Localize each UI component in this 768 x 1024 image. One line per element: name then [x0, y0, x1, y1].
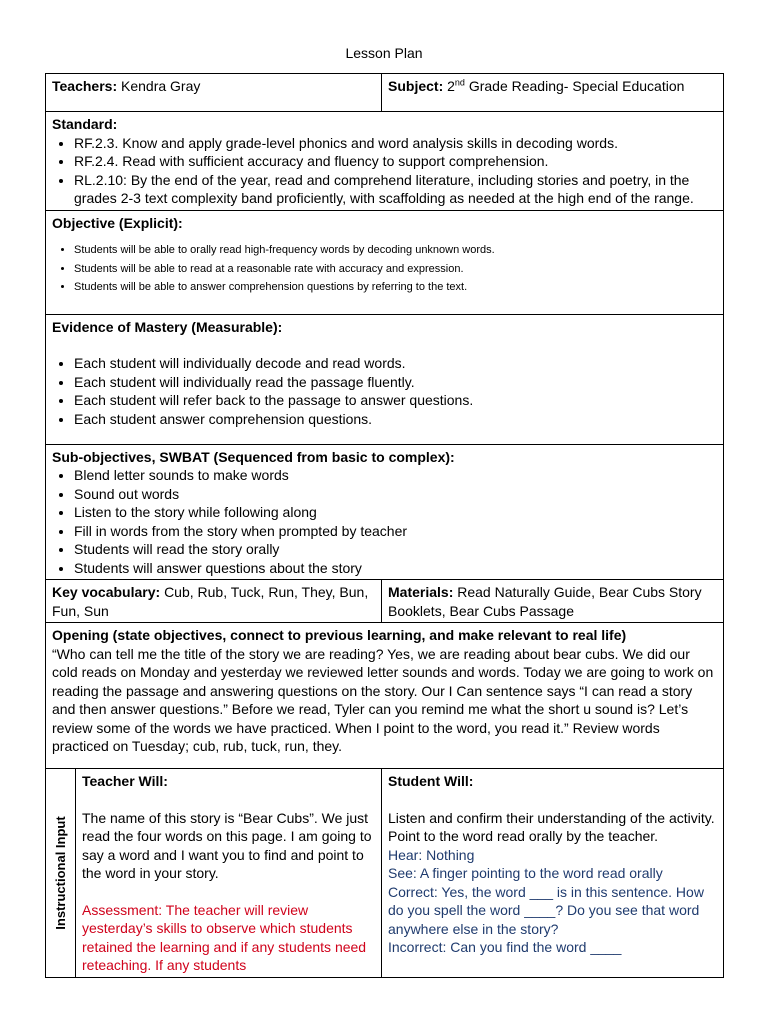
subobjective-item: • Listen to the story while following along [74, 503, 717, 522]
teachers-cell [46, 74, 382, 112]
instructional-side-label: Instructional Input [52, 816, 68, 930]
materials-value: Read Naturally Guide, Bear Cubs Story Booklets, Bear Cubs Passage [388, 584, 702, 619]
see-text: See: A finger pointing to the word read orally [388, 865, 663, 881]
standard-item: • RF.2.4. Read with sufficient accuracy and fluency to support comprehension. [74, 152, 717, 171]
student-will-label: Student Will: [388, 773, 474, 789]
opening-label: Opening (state objectives, connect to previous learning, and make relevant to real life) [52, 627, 627, 643]
hear-text: Hear: Nothing [388, 846, 475, 863]
teachers-value: Kendra Gray [121, 78, 201, 94]
assessment-text: Assessment: The teacher will review yesterday’s skills to observe which students retained the learning and if any students need reteaching. If any students [82, 901, 367, 973]
student-will-text-2: Point to the word read orally by the teacher. [388, 828, 659, 844]
incorrect-text: Incorrect: Can you find the word ____ [388, 939, 622, 955]
vocab-materials-row [46, 580, 724, 623]
student-will-text-1: Listen and confirm their understanding of the activity. [388, 809, 715, 826]
subobjectives-row [46, 444, 724, 580]
objective-item: • Students will be able to answer comprehension questions by referring to the text. [74, 278, 717, 297]
evidence-list [52, 354, 717, 428]
teacher-will-cell [76, 769, 382, 978]
evidence-item: • Each student will individually decode and read words. [74, 354, 717, 373]
subobjectives-label: Sub-objectives, SWBAT (Sequenced from basic to complex): [52, 448, 455, 465]
materials-cell [382, 580, 724, 623]
opening-text: “Who can tell me the title of the story we are reading? Yes, we are reading about bear cubs. We did our cold reads on Monday and yesterday we reviewed letter sounds and words. Today we are going to work on reading the passage and answering questions on the story. Our I Can sentence says “I can read a story and then answer questions.” Before we read, Tyler can you remind me what the short u sound is? Let’s review some of the words we have practiced. When I point to the word, you read it.” Review words practiced on Tuesday; cub, rub, tuck, run, they. [52, 645, 714, 754]
header-row [46, 74, 724, 112]
subobjectives-cell [46, 444, 724, 580]
evidence-item: • Each student answer comprehension questions. [74, 410, 717, 429]
lesson-plan-table [45, 73, 724, 978]
standard-list [52, 134, 717, 208]
evidence-row [46, 314, 724, 444]
standard-item: • RF.2.3. Know and apply grade-level phonics and word analysis skills in decoding words. [74, 134, 717, 153]
subobjective-item: • Blend letter sounds to make words [74, 466, 717, 485]
standard-label: Standard: [52, 116, 118, 132]
subobjective-item: • Students will answer questions about the story [74, 559, 717, 578]
objective-label: Objective (Explicit): [52, 214, 183, 231]
materials-label: Materials: [388, 584, 454, 600]
vocabulary-cell [46, 580, 382, 623]
vocabulary-label: Key vocabulary: [52, 584, 161, 600]
evidence-label: Evidence of Mastery (Measurable): [52, 318, 283, 335]
correct-text: Correct: Yes, the word ___ is in this sentence. How do you spell the word ____? Do you see that word anywhere else in the story? [388, 883, 704, 937]
teacher-will-text: The name of this story is “Bear Cubs”. We just read the four words on this page. I am going to say a word and I want you to find and point to the word in your story. [82, 809, 372, 881]
teacher-will-label: Teacher Will: [82, 773, 168, 789]
objective-row [46, 210, 724, 314]
page-title: Lesson Plan [345, 45, 423, 61]
student-will-cell [382, 769, 724, 978]
opening-cell [46, 623, 724, 769]
subject-value: Grade Reading- Special Education [468, 78, 685, 94]
subobjective-item: • Sound out words [74, 485, 717, 504]
subobjective-item: • Students will read the story orally [74, 540, 717, 559]
evidence-item: • Each student will refer back to the passage to answer questions. [74, 391, 717, 410]
evidence-cell [46, 314, 724, 444]
standard-cell [46, 112, 724, 211]
subject-grade-suffix: nd [454, 77, 465, 88]
subobjectives-list [52, 466, 717, 577]
instructional-side-cell [46, 769, 76, 978]
subject-grade: 2 [447, 78, 455, 94]
evidence-item: • Each student will individually read the passage fluently. [74, 373, 717, 392]
standard-row [46, 112, 724, 211]
objective-item: • Students will be able to orally read high-frequency words by decoding unknown words. [74, 241, 717, 260]
subject-cell [382, 74, 724, 112]
objective-list-wrap [52, 241, 717, 297]
instructional-row [46, 769, 724, 978]
opening-row [46, 623, 724, 769]
standard-item: • RL.2.10: By the end of the year, read and comprehend literature, including stories and poetry, in the grades 2-3 text complexity band proficiently, with scaffolding as needed at the high end of the range. [74, 171, 717, 208]
objective-list [52, 241, 717, 297]
subobjective-item: • Fill in words from the story when prompted by teacher [74, 522, 717, 541]
teachers-label: Teachers: [52, 78, 118, 94]
subject-label: Subject: [388, 78, 444, 94]
objective-cell [46, 210, 724, 314]
objective-item: • Students will be able to read at a reasonable rate with accuracy and expression. [74, 260, 717, 279]
vocabulary-value: Cub, Rub, Tuck, Run, They, Bun, Fun, Sun [52, 584, 369, 619]
